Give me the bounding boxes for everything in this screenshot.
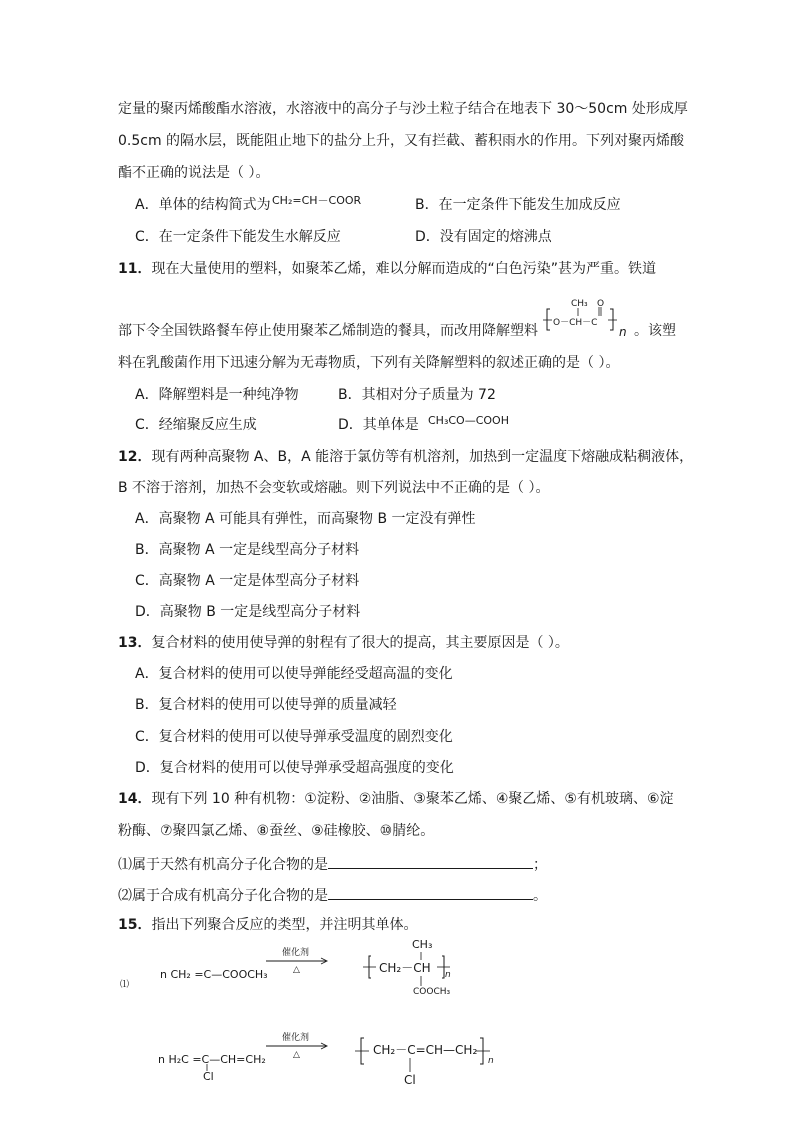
- q12-option-d: D．高聚物 B 一定是线型高分子材料: [135, 604, 361, 620]
- q15-number: 15．: [118, 917, 152, 933]
- q11-formula-n: n: [619, 325, 627, 339]
- q11-formula-ch3: CH₃: [571, 299, 588, 309]
- q11-line-2b: 。该塑: [634, 323, 676, 339]
- q15-reaction-2-n: n: [488, 1056, 494, 1066]
- q14-number: 14．: [118, 791, 152, 807]
- q10-option-a: [135, 196, 271, 214]
- q12-number: 12．: [118, 449, 152, 465]
- q11-line-1-text: 现在大量使用的塑料，如聚苯乙烯，难以分解而造成的“白色污染”甚为严重。铁道: [151, 261, 656, 277]
- q15-reaction-1-catalyst: 催化剂: [282, 948, 310, 958]
- q13-option-a: A．复合材料的使用可以使导弹能经受超高温的变化: [135, 666, 453, 682]
- q13-line-1: [118, 634, 569, 652]
- q15-reaction-1-label: ⑴: [120, 980, 130, 990]
- q11-line-1: [118, 260, 656, 278]
- q15-reaction-2-reactant: n H₂C =C—CH=CH₂: [158, 1053, 266, 1066]
- q12-line-1: [118, 448, 693, 466]
- q14-line-1: [118, 790, 674, 808]
- q15-reaction-2-heat: △: [293, 1050, 300, 1060]
- q11-option-a: A．降解塑料是一种纯净物: [135, 387, 299, 403]
- q14-sub-2-end: 。: [533, 888, 547, 904]
- q15-reaction-2-reactant-bond: [204, 1064, 214, 1074]
- q14-line-1-text: 现有下列 10 种有机物：①淀粉、②油脂、③聚苯乙烯、④聚乙烯、⑤有机玻璃、⑥淀: [151, 791, 674, 807]
- q15-line-1-text: 指出下列聚合反应的类型，并注明其单体。: [151, 917, 418, 933]
- q14-answer-blank-2[interactable]: [328, 885, 533, 900]
- q14-sub-1: [118, 854, 547, 874]
- q10-option-d: D．没有固定的熔沸点: [415, 229, 552, 245]
- q10-option-c: C．在一定条件下能发生水解反应: [135, 229, 341, 245]
- q12-line-2: B 不溶于溶剂，加热不会变软或熔融。则下列说法中不正确的是（ ）。: [118, 480, 550, 496]
- q15-line-1: [118, 916, 417, 934]
- q10-option-a-formula: CH₂=CH－COOR: [272, 194, 362, 207]
- q11-option-c: C．经缩聚反应生成: [135, 417, 257, 433]
- q14-sub-1-end: ；: [533, 857, 547, 873]
- q10-option-b: B．在一定条件下能发生加成反应: [415, 197, 621, 213]
- q12-line-1-text: 现有两种高聚物 A、B，A 能溶于氯仿等有机溶剂，加热到一定温度下熔融成粘稠液体，: [151, 449, 694, 465]
- q12-option-b: B．高聚物 A 一定是线型高分子材料: [135, 542, 360, 558]
- q15-reaction-1-heat: △: [293, 965, 300, 975]
- q15-reaction-1-n: n: [445, 970, 451, 980]
- q11-option-d: D．其单体是: [338, 417, 419, 433]
- q15-reaction-2-product-structure: [352, 1030, 502, 1080]
- q15-reaction-1-product-chain: CH₂－CH: [379, 961, 431, 975]
- q15-reaction-1-arrow: [266, 955, 336, 967]
- q15-reaction-2-product-chain: CH₂－C=CH—CH₂: [373, 1043, 478, 1057]
- q15-reaction-1-product-cooch3: COOCH₃: [413, 987, 451, 997]
- q13-line-1-text: 复合材料的使用使导弹的射程有了很大的提高，其主要原因是（ ）。: [151, 635, 569, 651]
- q11-line-2a: 部下令全国铁路餐车停止使用聚苯乙烯制造的餐具，而改用降解塑料: [118, 323, 538, 339]
- q11-option-d-formula: CH₃CO—COOH: [428, 414, 509, 427]
- q11-line-3: 料在乳酸菌作用下迅速分解为无毒物质，下列有关降解塑料的叙述正确的是（ ）。: [118, 355, 620, 371]
- q14-answer-blank-1[interactable]: [328, 854, 533, 869]
- q15-reaction-2-reactant-cl: Cl: [203, 1070, 214, 1083]
- q10-line-1: 定量的聚丙烯酸酯水溶液，水溶液中的高分子与沙土粒子结合在地表下 30～50cm 处形成厚: [118, 101, 688, 117]
- q10-line-2: 0.5cm 的隔水层，既能阻止地下的盐分上升，又有拦截、蓄积雨水的作用。下列对聚丙烯酸: [118, 133, 685, 149]
- q13-option-d: D．复合材料的使用可以使导弹承受超高强度的变化: [135, 760, 454, 776]
- q13-number: 13．: [118, 635, 152, 651]
- q12-option-a: A．高聚物 A 可能具有弹性，而高聚物 B 一定没有弹性: [135, 511, 476, 527]
- q15-reaction-1-reactant: n CH₂ =C—COOCH₃: [160, 968, 268, 981]
- q12-option-c: C．高聚物 A 一定是体型高分子材料: [135, 573, 360, 589]
- q14-sub-2-text: ⑵属于合成有机高分子化合物的是: [118, 888, 328, 904]
- q11-number: 11．: [118, 261, 152, 277]
- q11-formula-o: O: [597, 299, 605, 309]
- q15-reaction-2-product-cl: Cl: [404, 1073, 416, 1087]
- q15-reaction-2-arrow: [266, 1040, 336, 1052]
- q11-option-b: B．其相对分子质量为 72: [338, 387, 496, 403]
- q11-formula-chain: O－CH－C: [553, 318, 598, 328]
- q10-line-3: 酯不正确的说法是（ ）。: [118, 165, 270, 181]
- q13-option-c: C．复合材料的使用可以使导弹承受温度的剧烈变化: [135, 729, 453, 745]
- q15-reaction-2-catalyst: 催化剂: [282, 1033, 310, 1043]
- q15-reaction-1-product-structure: [358, 940, 468, 996]
- q10-option-a-text: A．单体的结构简式为: [135, 197, 271, 213]
- q14-sub-1-text: ⑴属于天然有机高分子化合物的是: [118, 857, 328, 873]
- q13-option-b: B．复合材料的使用可以使导弹的质量减轻: [135, 697, 397, 713]
- q14-sub-2: [118, 885, 547, 905]
- q15-reaction-1-product-ch3: CH₃: [412, 938, 433, 951]
- q14-line-2: 粉酶、⑦聚四氯乙烯、⑧蚕丝、⑨硅橡胶、⑩腈纶。: [118, 823, 435, 839]
